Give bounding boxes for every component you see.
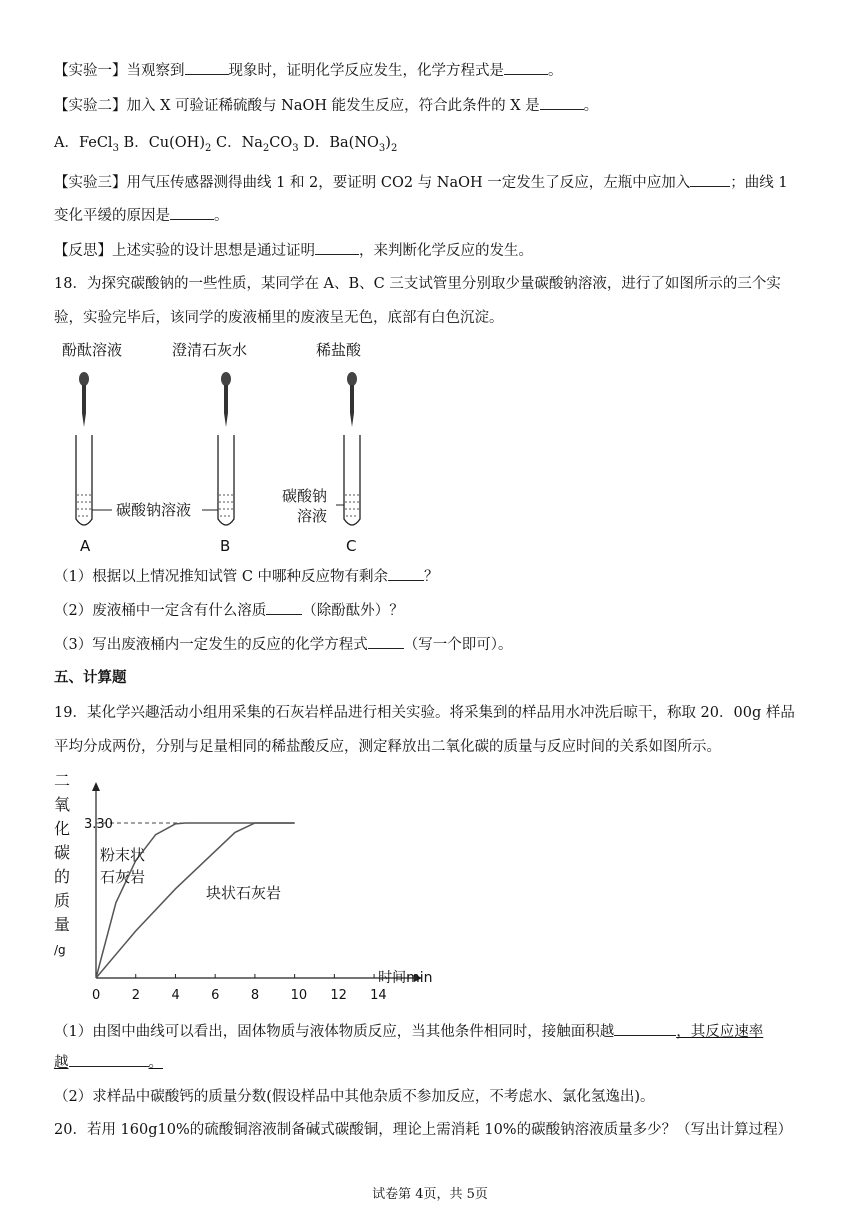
y-axis-label-char: 氧: [54, 795, 71, 814]
y-axis-label-char: 化: [54, 819, 71, 838]
y-axis-arrow: [92, 782, 100, 791]
dropper-b: [221, 372, 231, 427]
answer-blank[interactable]: [368, 634, 404, 649]
x-tick-label: 2: [131, 988, 141, 1003]
solution-label-c2: 溶液: [297, 507, 328, 525]
answer-blank[interactable]: [69, 1052, 149, 1067]
answer-blank[interactable]: [504, 60, 548, 75]
tube-letter-c: C: [346, 537, 357, 555]
y-axis-label-char: 二: [54, 771, 71, 790]
x-tick-label: 6: [211, 988, 220, 1003]
q18-line1: 18．为探究碳酸钠的一些性质，某同学在 A、B、C 三支试管里分别取少量碳酸钠溶液，进行了如图所示的三个实: [54, 276, 781, 292]
label-c: 稀盐酸: [316, 341, 362, 359]
y-max-label: 3.30: [84, 817, 113, 832]
y-axis-label-char: 碳: [54, 843, 71, 862]
answer-blank[interactable]: [614, 1021, 676, 1036]
y-axis-label-char: 质: [54, 891, 71, 910]
q20-line: 20．若用 160g10%的硫酸铜溶液制备碱式碳酸铜，理论上需消耗 10%的碳酸钠溶液质量多少？（写出计算过程）: [54, 1122, 793, 1138]
answer-blank[interactable]: [266, 600, 302, 615]
answer-blank[interactable]: [540, 95, 584, 110]
exp2-line: 【实验二】加入 X 可验证稀硫酸与 NaOH 能发生反应，符合此条件的 X 是 。: [54, 95, 598, 116]
test-tube-a: [76, 435, 92, 525]
exp3-line2: 变化平缓的原因是 。: [54, 205, 229, 226]
label-a: 酚酞溶液: [62, 341, 123, 359]
x-tick-label: 4: [171, 988, 180, 1003]
q18-sub3: （3）写出废液桶内一定发生的反应的化学方程式 （写一个即可）。: [54, 634, 512, 655]
exp3-line1: 【实验三】用气压传感器测得曲线 1 和 2，要证明 CO2 与 NaOH 一定发生了反应，左瓶中应加入 ；曲线 1: [54, 172, 788, 193]
q19-line1: 19．某化学兴趣活动小组用采集的石灰岩样品进行相关实验。将采集到的样品用水冲洗后晾干，称取 20．00g 样品: [54, 705, 795, 721]
x-tick-label: 14: [370, 988, 387, 1003]
x-tick-label: 12: [330, 988, 347, 1003]
test-tube-c: [344, 435, 360, 525]
q18-line2: 验，实验完毕后，该同学的废液桶里的废液呈无色，底部有白色沉淀。: [54, 310, 504, 326]
series-label-powder: 石灰岩: [100, 868, 146, 886]
q18-sub2: （2）废液桶中一定含有什么溶质 （除酚酞外）？: [54, 600, 404, 621]
q19-sub2: （2）求样品中碳酸钙的质量分数(假设样品中其他杂质不参加反应，不考虑水、氯化氢逸出)。: [54, 1089, 655, 1105]
tube-letter-b: B: [220, 537, 231, 555]
answer-blank[interactable]: [185, 60, 229, 75]
x-tick-label: 8: [250, 988, 260, 1003]
test-tube-figure: [54, 335, 414, 560]
solution-label-ab: 碳酸钠溶液: [116, 501, 192, 519]
dropper-c: [347, 372, 357, 427]
test-tube-b: [218, 435, 234, 525]
series-label-block: 块状石灰岩: [206, 884, 282, 902]
answer-blank[interactable]: [388, 566, 424, 581]
y-axis-label-char: /g: [54, 943, 66, 957]
exp1-line: 【实验一】当观察到 现象时，证明化学反应发生，化学方程式是 。: [54, 60, 563, 81]
section-5-heading: 五、计算题: [54, 669, 127, 686]
q19-sub1-cont: 越 。: [54, 1052, 163, 1073]
answer-blank[interactable]: [315, 240, 359, 255]
q19-sub1: （1）由图中曲线可以看出，固体物质与液体物质反应，当其他条件相同时，接触面积越 ，其反应速率: [54, 1021, 763, 1042]
page-footer: 试卷第 4页，共 5页: [372, 1187, 488, 1202]
x-axis-label: 时间min: [378, 970, 433, 986]
answer-blank[interactable]: [690, 172, 730, 187]
x-tick-label: 10: [290, 988, 308, 1003]
q19-line2: 平均分成两份，分别与足量相同的稀盐酸反应，测定释放出二氧化碳的质量与反应时间的关系如图所示。: [54, 739, 721, 755]
dropper-a: [79, 372, 89, 427]
solution-label-c1: 碳酸钠: [282, 487, 328, 505]
series-label-powder: 粉末状: [100, 846, 146, 864]
x-tick-label: 0: [92, 988, 101, 1003]
tube-letter-a: A: [80, 537, 91, 555]
answer-blank[interactable]: [170, 205, 214, 220]
y-axis-label-char: 的: [54, 867, 71, 886]
options-line: A．FeCl$_3$ B．$Cu(OH)_2$ C．$Na_2CO_3$ D．$Ba(NO_3)_2$: [54, 135, 398, 154]
label-b: 澄清石灰水: [172, 341, 248, 359]
co2-mass-time-chart: [50, 768, 480, 1008]
reflect-line: 【反思】上述实验的设计思想是通过证明 ，来判断化学反应的发生。: [54, 240, 533, 261]
q18-sub1: （1）根据以上情况推知试管 C 中哪种反应物有剩余 ？: [54, 566, 439, 587]
y-axis-label-char: 量: [54, 915, 71, 934]
